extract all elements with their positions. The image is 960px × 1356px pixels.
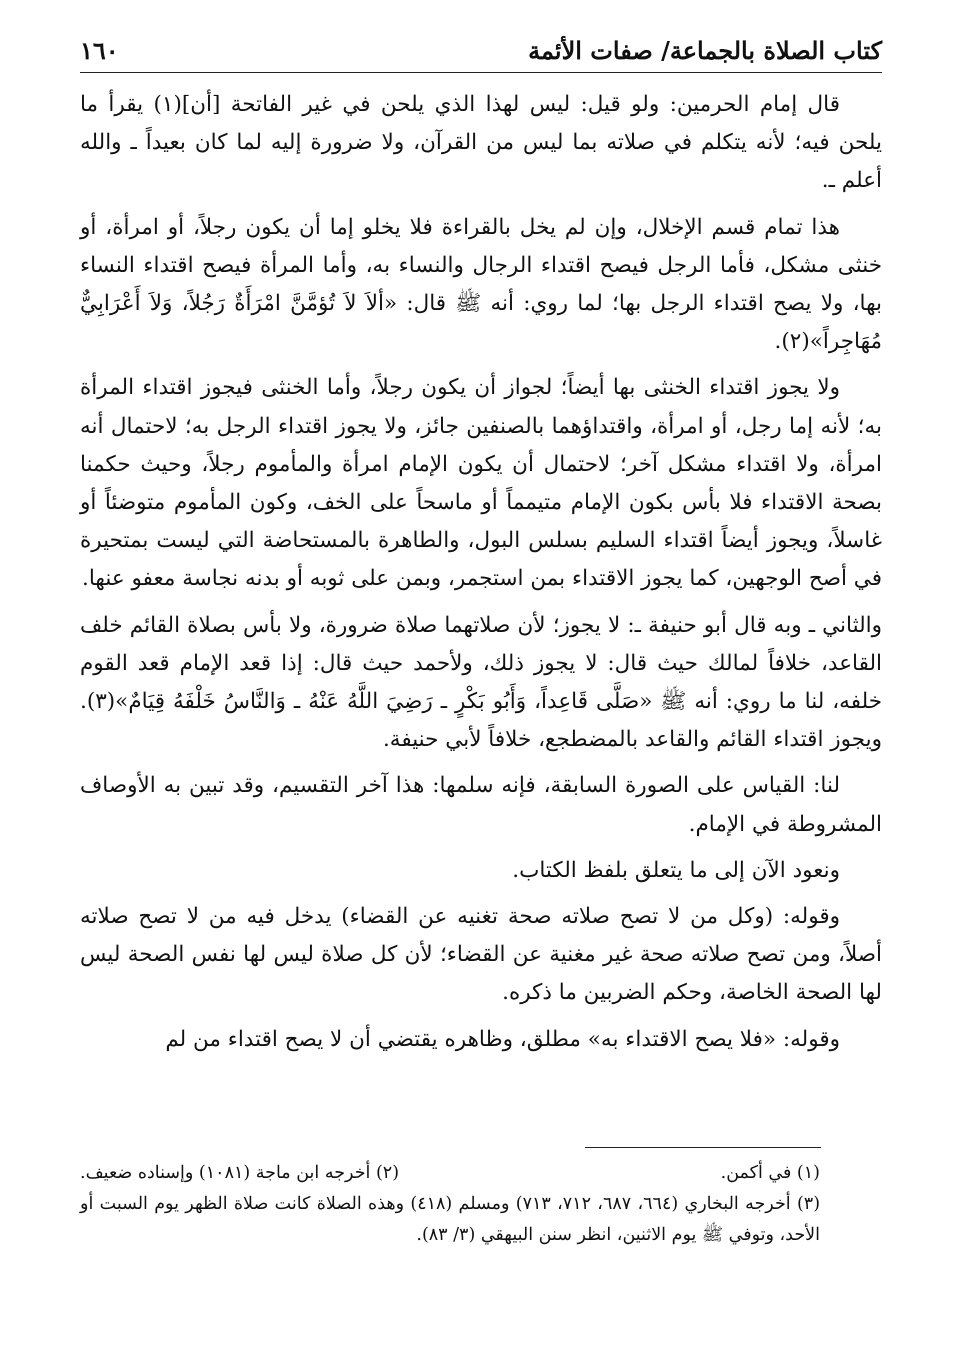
paragraph: وقوله: (وكل من لا تصح صلاته صحة تغنيه عن القضاء) يدخل فيه من لا تصح صلاته أصلاً، ومن تصح صلاته صحة غير مغنية عن القضاء؛ لأن كل صلاة ليس لها نفس الصحة ليس لها الصحة الخاصة، وحكم الضربين ما ذكره.: [80, 904, 882, 1006]
main-text: [80, 86, 882, 1067]
footnote-2: (٢) أخرجه ابن ماجة (١٠٨١) وإسناده ضعيف.: [80, 1163, 400, 1183]
footnote-3: (٣) أخرجه البخاري (٦٦٤، ٦٨٧، ٧١٢، ٧١٣) ومسلم (٤١٨) وهذه الصلاة كانت صلاة الظهر يوم السبت أو الأحد، وتوفي ﷺ يوم الاثنين، انظر سنن البيهقي (٣/ ٨٣).: [80, 1194, 821, 1245]
page-number: ١٦٠: [80, 35, 119, 65]
running-title: كتاب الصلاة بالجماعة/ صفات الأئمة: [528, 35, 882, 65]
footnotes: [80, 1158, 820, 1251]
page-header: [80, 30, 882, 70]
paragraph: وقوله: «فلا يصح الاقتداء به» مطلق، وظاهره يقتضي أن لا يصح اقتداء من لم: [165, 1026, 840, 1052]
paragraph: هذا تمام قسم الإخلال، وإن لم يخل بالقراءة فلا يخلو إما أن يكون رجلاً، أو امرأة، أو خنثى مشكل، فأما الرجل فيصح اقتداء الرجال والنساء به، وأما المرأة فيصح اقتداء النساء بها، ولا يصح اقتداء الرجل بها؛ لما روي: أنه ﷺ قال: «ألاَ لاَ تُؤمَّنَّ امْرَأَةٌ رَجُلاً، وَلاَ أَعْرَابِيٌّ مُهَاجِراً»(٢).: [80, 214, 882, 355]
footnote-row: [80, 1158, 820, 1189]
header-divider: [80, 72, 882, 73]
paragraph: قال إمام الحرمين: ولو قيل: ليس لهذا الذي يلحن في غير الفاتحة [أن](١) يقرأ ما يلحن فيه؛ لأنه يتكلم في صلاته بما ليس من القرآن، ولا ضرورة إليه لما كان بعيداً ـ والله أعلم ـ.: [80, 92, 882, 194]
paragraph: والثاني ـ وبه قال أبو حنيفة ـ: لا يجوز؛ لأن صلاتهما صلاة ضرورة، ولا بأس بصلاة القائم خلف القاعد، خلافاً لمالك حيث قال: لا يجوز ذلك، ولأحمد حيث قال: إذا قعد الإمام قعد القوم خلفه، لنا ما روي: أنه ﷺ «صَلَّى قَاعِداً، وَأَبُو بَكْرٍ ـ رَضِيَ اللَّهُ عَنْهُ ـ وَالنَّاسُ خَلْفَهُ قِيَامٌ»(٣). ويجوز اقتداء القائم والقاعد بالمضطجع، خلافاً لأبي حنيفة.: [80, 612, 882, 753]
footnote-1: (١) في أكمن.: [720, 1163, 820, 1183]
footnote-divider: [585, 1147, 821, 1148]
paragraph: ونعود الآن إلى ما يتعلق بلفظ الكتاب.: [512, 857, 840, 883]
paragraph: ولا يجوز اقتداء الخنثى بها أيضاً؛ لجواز أن يكون رجلاً، وأما الخنثى فيجوز اقتداء المرأة به؛ لأنه إما رجل، أو امرأة، واقتداؤهما بالصنفين جائز، ولا يجوز اقتداء الرجل به؛ لاحتمال أنه امرأة، ولا اقتداء مشكل آخر؛ لاحتمال أن يكون الإمام امرأة والمأموم رجلاً، وحيث حكمنا بصحة الاقتداء فلا بأس بكون الإمام متيمماً أو ماسحاً على الخف، وكون المأموم متوضئاً أو غاسلاً، ويجوز أيضاً اقتداء السليم بسلس البول، والطاهرة بالمستحاضة التي ليست بمتحيرة في أصح الوجهين، كما يجوز الاقتداء بمن استجمر، وبمن على ثوبه أو بدنه نجاسة معفو عنها.: [80, 375, 882, 592]
paragraph: لنا: القياس على الصورة السابقة، فإنه سلمها: هذا آخر التقسيم، وقد تبين به الأوصاف المشروطة في الإمام.: [80, 773, 882, 837]
